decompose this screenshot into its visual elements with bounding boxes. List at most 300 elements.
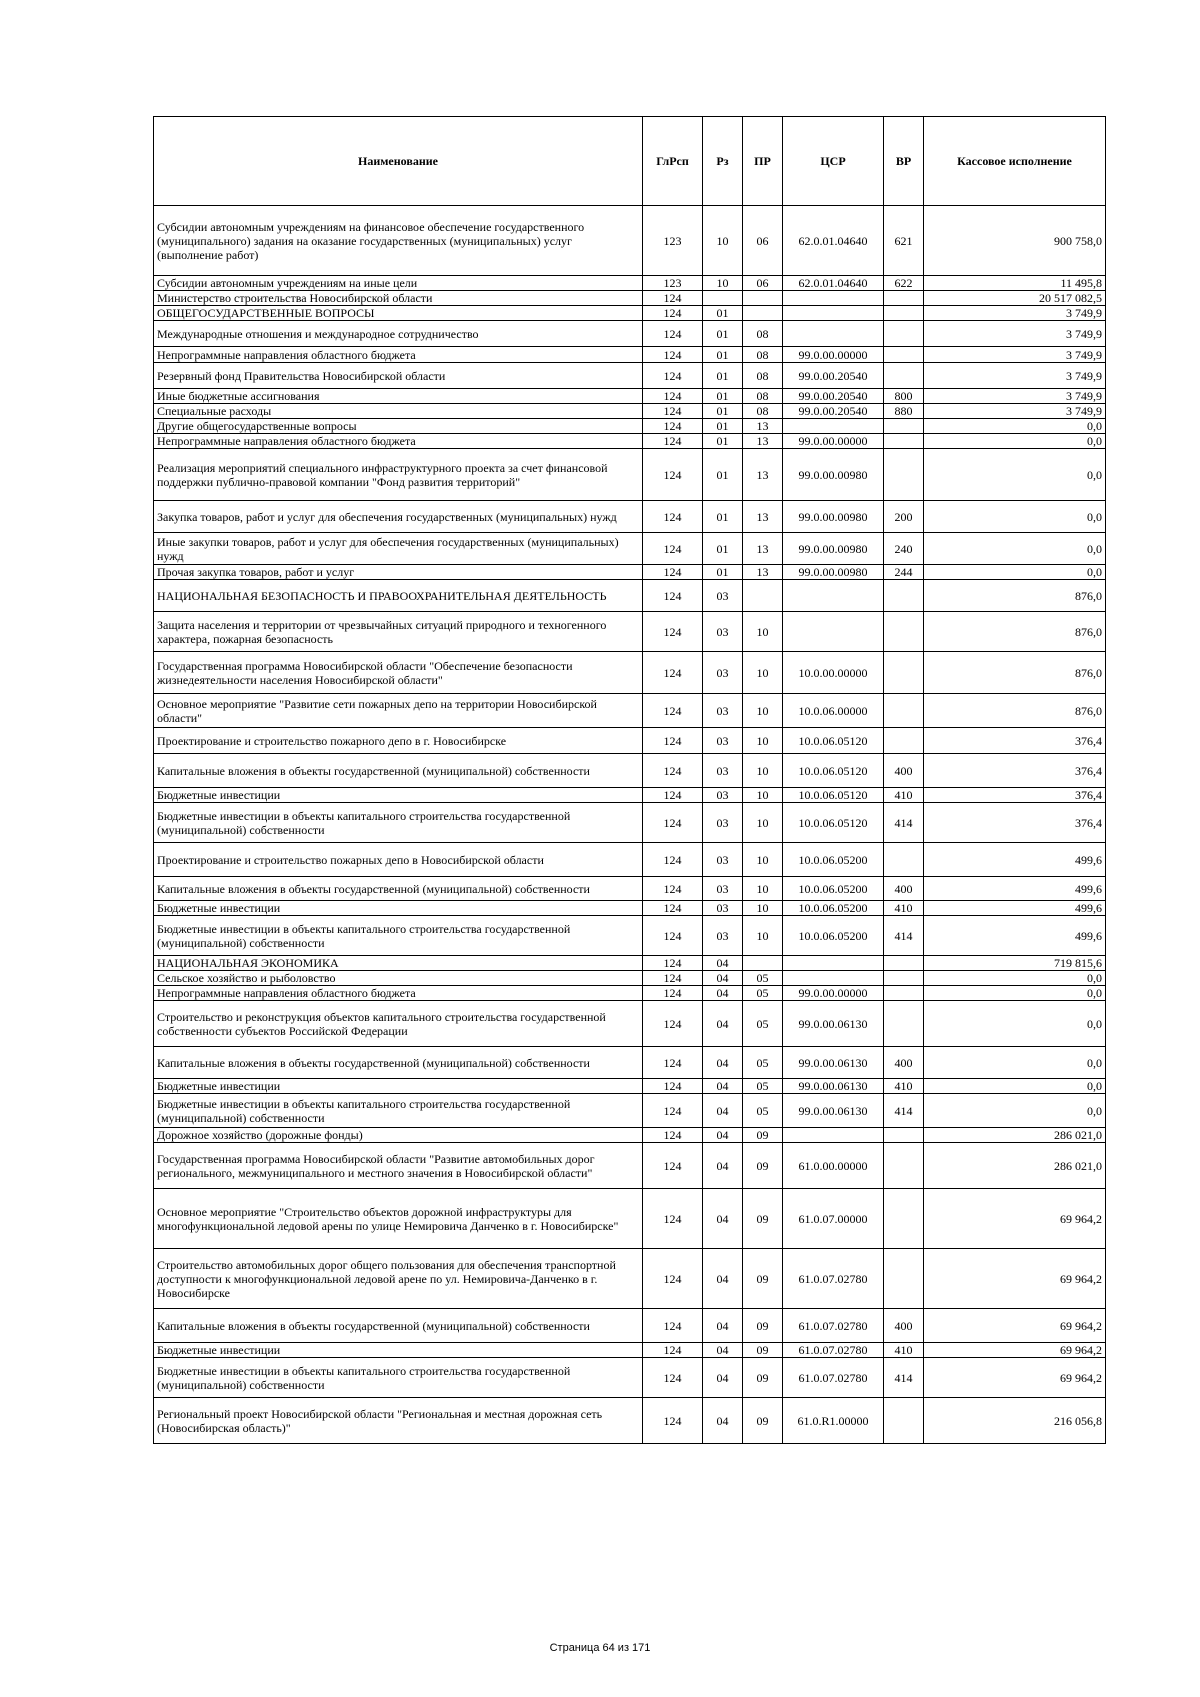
cell-vr [884,419,924,434]
cell-csr: 99.0.00.00980 [783,449,884,501]
cell-rz: 03 [703,754,743,788]
cell-vr [884,321,924,347]
cell-rz: 04 [703,1079,743,1094]
cell-amount: 876,0 [924,612,1106,652]
cell-csr: 62.0.01.04640 [783,276,884,291]
cell-name: Бюджетные инвестиции [154,1343,643,1358]
table-row [154,1001,1106,1047]
cell-csr: 10.0.06.05120 [783,754,884,788]
cell-glrsp: 124 [643,1343,703,1358]
cell-glrsp: 124 [643,363,703,389]
cell-pr: 08 [743,389,783,404]
cell-name: Строительство автомобильных дорог общего пользования для обеспечения транспортной доступности к многофункциональной ледовой арене по ул. Немировича-Данченко в г. Новосибирске [154,1249,643,1309]
cell-rz: 03 [703,612,743,652]
cell-glrsp: 124 [643,1094,703,1128]
cell-amount: 0,0 [924,1079,1106,1094]
cell-csr: 10.0.06.05200 [783,916,884,956]
cell-pr: 05 [743,1001,783,1047]
cell-csr: 99.0.00.06130 [783,1047,884,1079]
header-name: Наименование [154,117,643,206]
cell-glrsp: 124 [643,956,703,971]
cell-csr: 61.0.07.02780 [783,1358,884,1398]
cell-amount: 3 749,9 [924,404,1106,419]
cell-rz: 01 [703,404,743,419]
table-row [154,565,1106,580]
cell-name: Дорожное хозяйство (дорожные фонды) [154,1128,643,1143]
cell-rz: 04 [703,1249,743,1309]
cell-name: Непрограммные направления областного бюджета [154,434,643,449]
table-row [154,389,1106,404]
cell-rz: 04 [703,1094,743,1128]
cell-pr: 09 [743,1249,783,1309]
cell-amount: 286 021,0 [924,1128,1106,1143]
cell-name: НАЦИОНАЛЬНАЯ ЭКОНОМИКА [154,956,643,971]
cell-csr: 10.0.06.05120 [783,728,884,754]
cell-csr [783,1128,884,1143]
cell-vr: 414 [884,803,924,843]
cell-amount: 499,6 [924,916,1106,956]
cell-glrsp: 124 [643,843,703,877]
cell-pr: 09 [743,1309,783,1343]
cell-name: Государственная программа Новосибирской области "Развитие автомобильных дорог регионального, межмуниципального и местного значения в Новосибирской области" [154,1143,643,1189]
cell-pr: 08 [743,347,783,363]
cell-csr: 10.0.06.00000 [783,694,884,728]
cell-name: Непрограммные направления областного бюджета [154,986,643,1001]
cell-glrsp: 124 [643,694,703,728]
cell-rz: 01 [703,533,743,565]
cell-rz: 03 [703,803,743,843]
cell-rz: 03 [703,788,743,803]
table-row [154,449,1106,501]
cell-amount: 876,0 [924,580,1106,612]
table-body [154,206,1106,1444]
cell-rz: 01 [703,347,743,363]
cell-vr: 622 [884,276,924,291]
cell-csr: 10.0.06.05120 [783,803,884,843]
cell-glrsp: 124 [643,1001,703,1047]
cell-name: Резервный фонд Правительства Новосибирской области [154,363,643,389]
cell-rz: 04 [703,956,743,971]
header-rz: Рз [703,117,743,206]
table-row [154,206,1106,276]
cell-pr: 10 [743,803,783,843]
cell-vr [884,986,924,1001]
cell-glrsp: 124 [643,754,703,788]
cell-rz [703,291,743,306]
cell-pr: 10 [743,728,783,754]
cell-glrsp: 124 [643,321,703,347]
cell-name: Другие общегосударственные вопросы [154,419,643,434]
cell-vr [884,843,924,877]
cell-amount: 286 021,0 [924,1143,1106,1189]
cell-csr [783,321,884,347]
budget-table [153,116,1106,1444]
cell-csr: 10.0.06.05200 [783,843,884,877]
cell-glrsp: 124 [643,1309,703,1343]
cell-name: Строительство и реконструкция объектов капитального строительства государственной собственности субъектов Российской Федерации [154,1001,643,1047]
cell-glrsp: 124 [643,971,703,986]
table-row [154,276,1106,291]
cell-vr [884,449,924,501]
cell-amount: 20 517 082,5 [924,291,1106,306]
cell-glrsp: 124 [643,728,703,754]
table-row [154,901,1106,916]
cell-name: Региональный проект Новосибирской области "Региональная и местная дорожная сеть (Новосибирская область)" [154,1398,643,1444]
cell-name: Капитальные вложения в объекты государственной (муниципальной) собственности [154,1047,643,1079]
cell-amount: 0,0 [924,434,1106,449]
cell-glrsp: 124 [643,901,703,916]
cell-vr [884,1398,924,1444]
table-row [154,971,1106,986]
cell-amount: 0,0 [924,1094,1106,1128]
cell-amount: 376,4 [924,803,1106,843]
table-row [154,877,1106,901]
cell-glrsp: 124 [643,1189,703,1249]
cell-amount: 3 749,9 [924,347,1106,363]
cell-name: Проектирование и строительство пожарного депо в г. Новосибирске [154,728,643,754]
cell-glrsp: 124 [643,1249,703,1309]
table-row [154,1079,1106,1094]
cell-name: Капитальные вложения в объекты государственной (муниципальной) собственности [154,754,643,788]
cell-csr: 61.0.07.02780 [783,1249,884,1309]
table-row [154,306,1106,321]
cell-pr: 08 [743,363,783,389]
table-row [154,1047,1106,1079]
cell-vr [884,1128,924,1143]
cell-pr: 10 [743,694,783,728]
cell-amount: 376,4 [924,788,1106,803]
cell-amount: 0,0 [924,1047,1106,1079]
cell-pr: 06 [743,206,783,276]
table-row [154,1343,1106,1358]
header-vr: ВР [884,117,924,206]
cell-glrsp: 124 [643,916,703,956]
cell-glrsp: 124 [643,877,703,901]
cell-name: Иные бюджетные ассигнования [154,389,643,404]
table-row [154,986,1106,1001]
cell-amount: 11 495,8 [924,276,1106,291]
cell-amount: 3 749,9 [924,306,1106,321]
cell-csr: 62.0.01.04640 [783,206,884,276]
cell-pr: 05 [743,1094,783,1128]
cell-csr: 61.0.07.02780 [783,1343,884,1358]
cell-pr: 13 [743,434,783,449]
cell-rz: 04 [703,1343,743,1358]
cell-vr: 410 [884,901,924,916]
cell-vr [884,612,924,652]
cell-csr: 61.0.07.00000 [783,1189,884,1249]
cell-rz: 04 [703,1189,743,1249]
cell-pr: 09 [743,1358,783,1398]
cell-vr [884,363,924,389]
cell-pr: 05 [743,986,783,1001]
cell-vr [884,306,924,321]
cell-glrsp: 124 [643,565,703,580]
header-csr: ЦСР [783,117,884,206]
cell-csr: 99.0.00.00980 [783,501,884,533]
cell-name: НАЦИОНАЛЬНАЯ БЕЗОПАСНОСТЬ И ПРАВООХРАНИТЕЛЬНАЯ ДЕЯТЕЛЬНОСТЬ [154,580,643,612]
cell-name: Основное мероприятие "Строительство объектов дорожной инфраструктуры для многофункциональной ледовой арены по улице Немировича Данченко в г. Новосибирске" [154,1189,643,1249]
cell-pr: 13 [743,533,783,565]
table-row [154,612,1106,652]
cell-rz: 01 [703,449,743,501]
table-row [154,434,1106,449]
cell-rz: 10 [703,206,743,276]
table-row [154,1249,1106,1309]
cell-csr: 10.0.00.00000 [783,652,884,694]
cell-vr: 400 [884,1047,924,1079]
table-header-row [154,117,1106,206]
table-row [154,843,1106,877]
cell-csr: 99.0.00.20540 [783,404,884,419]
table-row [154,580,1106,612]
cell-rz: 01 [703,501,743,533]
cell-name: Бюджетные инвестиции в объекты капитального строительства государственной (муниципальной) собственности [154,1358,643,1398]
cell-name: Субсидии автономным учреждениям на иные цели [154,276,643,291]
cell-csr: 99.0.00.00000 [783,986,884,1001]
cell-vr: 414 [884,916,924,956]
cell-vr: 410 [884,788,924,803]
cell-csr: 99.0.00.06130 [783,1079,884,1094]
cell-vr: 414 [884,1358,924,1398]
cell-amount: 719 815,6 [924,956,1106,971]
cell-amount: 0,0 [924,419,1106,434]
cell-csr: 10.0.06.05120 [783,788,884,803]
table-row [154,501,1106,533]
cell-vr [884,291,924,306]
table-row [154,291,1106,306]
table-row [154,1398,1106,1444]
cell-amount: 376,4 [924,728,1106,754]
cell-vr [884,1189,924,1249]
cell-rz: 01 [703,306,743,321]
cell-name: Реализация мероприятий специального инфраструктурного проекта за счет финансовой поддержки публично-правовой компании "Фонд развития территорий" [154,449,643,501]
cell-pr: 10 [743,843,783,877]
cell-glrsp: 124 [643,1047,703,1079]
cell-vr: 410 [884,1343,924,1358]
cell-glrsp: 124 [643,1358,703,1398]
cell-csr: 99.0.00.06130 [783,1001,884,1047]
cell-rz: 01 [703,321,743,347]
cell-amount: 69 964,2 [924,1343,1106,1358]
cell-pr: 10 [743,754,783,788]
cell-rz: 04 [703,1398,743,1444]
cell-amount: 499,6 [924,901,1106,916]
cell-rz: 01 [703,363,743,389]
cell-vr [884,728,924,754]
cell-pr: 10 [743,916,783,956]
cell-pr: 05 [743,1079,783,1094]
cell-amount: 0,0 [924,501,1106,533]
cell-amount: 0,0 [924,986,1106,1001]
cell-rz: 04 [703,1047,743,1079]
cell-name: Основное мероприятие "Развитие сети пожарных депо на территории Новосибирской области" [154,694,643,728]
cell-pr: 10 [743,652,783,694]
cell-vr [884,694,924,728]
cell-amount: 3 749,9 [924,389,1106,404]
cell-name: Бюджетные инвестиции [154,901,643,916]
table-row [154,347,1106,363]
cell-rz: 01 [703,434,743,449]
cell-pr: 09 [743,1398,783,1444]
table-row [154,1128,1106,1143]
cell-name: Непрограммные направления областного бюджета [154,347,643,363]
cell-name: Государственная программа Новосибирской области "Обеспечение безопасности жизнедеятельности населения Новосибирской области" [154,652,643,694]
cell-vr [884,1249,924,1309]
cell-name: Капитальные вложения в объекты государственной (муниципальной) собственности [154,1309,643,1343]
cell-pr [743,291,783,306]
cell-csr [783,291,884,306]
cell-amount: 900 758,0 [924,206,1106,276]
cell-csr: 99.0.00.00980 [783,565,884,580]
cell-pr: 05 [743,971,783,986]
cell-glrsp: 124 [643,419,703,434]
cell-rz: 04 [703,986,743,1001]
cell-amount: 876,0 [924,652,1106,694]
cell-pr [743,306,783,321]
cell-csr: 99.0.00.00000 [783,434,884,449]
cell-name: Бюджетные инвестиции в объекты капитального строительства государственной (муниципальной) собственности [154,1094,643,1128]
cell-amount: 499,6 [924,877,1106,901]
cell-glrsp: 124 [643,501,703,533]
cell-name: Бюджетные инвестиции [154,788,643,803]
cell-csr [783,306,884,321]
cell-name: Закупка товаров, работ и услуг для обеспечения государственных (муниципальных) нужд [154,501,643,533]
cell-vr: 621 [884,206,924,276]
cell-vr: 800 [884,389,924,404]
cell-rz: 03 [703,580,743,612]
table-row [154,404,1106,419]
table-row [154,321,1106,347]
cell-vr: 240 [884,533,924,565]
cell-vr [884,971,924,986]
cell-name: Министерство строительства Новосибирской области [154,291,643,306]
cell-glrsp: 124 [643,434,703,449]
cell-amount: 216 056,8 [924,1398,1106,1444]
cell-rz: 03 [703,916,743,956]
cell-pr [743,580,783,612]
cell-name: Бюджетные инвестиции в объекты капитального строительства государственной (муниципальной) собственности [154,916,643,956]
cell-csr: 61.0.R1.00000 [783,1398,884,1444]
cell-rz: 01 [703,565,743,580]
table-row [154,419,1106,434]
cell-pr: 08 [743,321,783,347]
cell-vr: 400 [884,877,924,901]
cell-glrsp: 124 [643,1079,703,1094]
table-row [154,754,1106,788]
cell-name: Бюджетные инвестиции в объекты капитального строительства государственной (муниципальной) собственности [154,803,643,843]
cell-vr [884,956,924,971]
cell-glrsp: 124 [643,1143,703,1189]
cell-name: Международные отношения и международное сотрудничество [154,321,643,347]
cell-csr: 99.0.00.06130 [783,1094,884,1128]
cell-csr: 10.0.06.05200 [783,901,884,916]
cell-vr [884,347,924,363]
cell-pr: 06 [743,276,783,291]
cell-csr [783,956,884,971]
cell-glrsp: 124 [643,652,703,694]
cell-vr [884,580,924,612]
cell-name: Субсидии автономным учреждениям на финансовое обеспечение государственного (муниципального) задания на оказание государственных (муниципальных) услуг (выполнение работ) [154,206,643,276]
cell-csr: 99.0.00.20540 [783,363,884,389]
cell-rz: 04 [703,1309,743,1343]
cell-csr [783,580,884,612]
cell-pr: 09 [743,1143,783,1189]
cell-pr: 05 [743,1047,783,1079]
cell-name: Проектирование и строительство пожарных депо в Новосибирской области [154,843,643,877]
cell-name: Иные закупки товаров, работ и услуг для обеспечения государственных (муниципальных) нужд [154,533,643,565]
cell-vr: 400 [884,754,924,788]
cell-pr: 09 [743,1189,783,1249]
cell-pr: 10 [743,901,783,916]
cell-glrsp: 124 [643,986,703,1001]
cell-vr [884,1143,924,1189]
cell-rz: 01 [703,419,743,434]
table-row [154,1358,1106,1398]
cell-glrsp: 123 [643,276,703,291]
table-row [154,363,1106,389]
cell-pr: 13 [743,565,783,580]
cell-amount: 3 749,9 [924,321,1106,347]
cell-pr: 09 [743,1343,783,1358]
cell-rz: 04 [703,971,743,986]
cell-pr: 09 [743,1128,783,1143]
cell-csr [783,419,884,434]
cell-name: Прочая закупка товаров, работ и услуг [154,565,643,580]
cell-amount: 69 964,2 [924,1358,1106,1398]
table-row [154,956,1106,971]
cell-csr [783,612,884,652]
cell-csr: 61.0.00.00000 [783,1143,884,1189]
header-pr: ПР [743,117,783,206]
cell-vr [884,434,924,449]
table-row [154,788,1106,803]
table-row [154,916,1106,956]
cell-glrsp: 124 [643,291,703,306]
cell-glrsp: 124 [643,1398,703,1444]
cell-amount: 0,0 [924,1001,1106,1047]
cell-rz: 04 [703,1358,743,1398]
cell-amount: 0,0 [924,533,1106,565]
cell-rz: 01 [703,389,743,404]
cell-glrsp: 124 [643,306,703,321]
cell-pr: 13 [743,419,783,434]
cell-vr: 200 [884,501,924,533]
cell-vr: 414 [884,1094,924,1128]
cell-name: Сельское хозяйство и рыболовство [154,971,643,986]
page-number: Страница 64 из 171 [549,1642,651,1654]
cell-rz: 03 [703,728,743,754]
cell-rz: 10 [703,276,743,291]
cell-vr: 400 [884,1309,924,1343]
cell-vr: 244 [884,565,924,580]
cell-csr: 99.0.00.00980 [783,533,884,565]
cell-glrsp: 124 [643,612,703,652]
cell-amount: 0,0 [924,971,1106,986]
cell-amount: 499,6 [924,843,1106,877]
table-row [154,694,1106,728]
cell-rz: 04 [703,1143,743,1189]
cell-rz: 04 [703,1001,743,1047]
cell-pr [743,956,783,971]
cell-vr: 410 [884,1079,924,1094]
cell-amount: 3 749,9 [924,363,1106,389]
table-row [154,1309,1106,1343]
cell-rz: 03 [703,652,743,694]
cell-amount: 0,0 [924,565,1106,580]
cell-amount: 0,0 [924,449,1106,501]
cell-glrsp: 124 [643,347,703,363]
